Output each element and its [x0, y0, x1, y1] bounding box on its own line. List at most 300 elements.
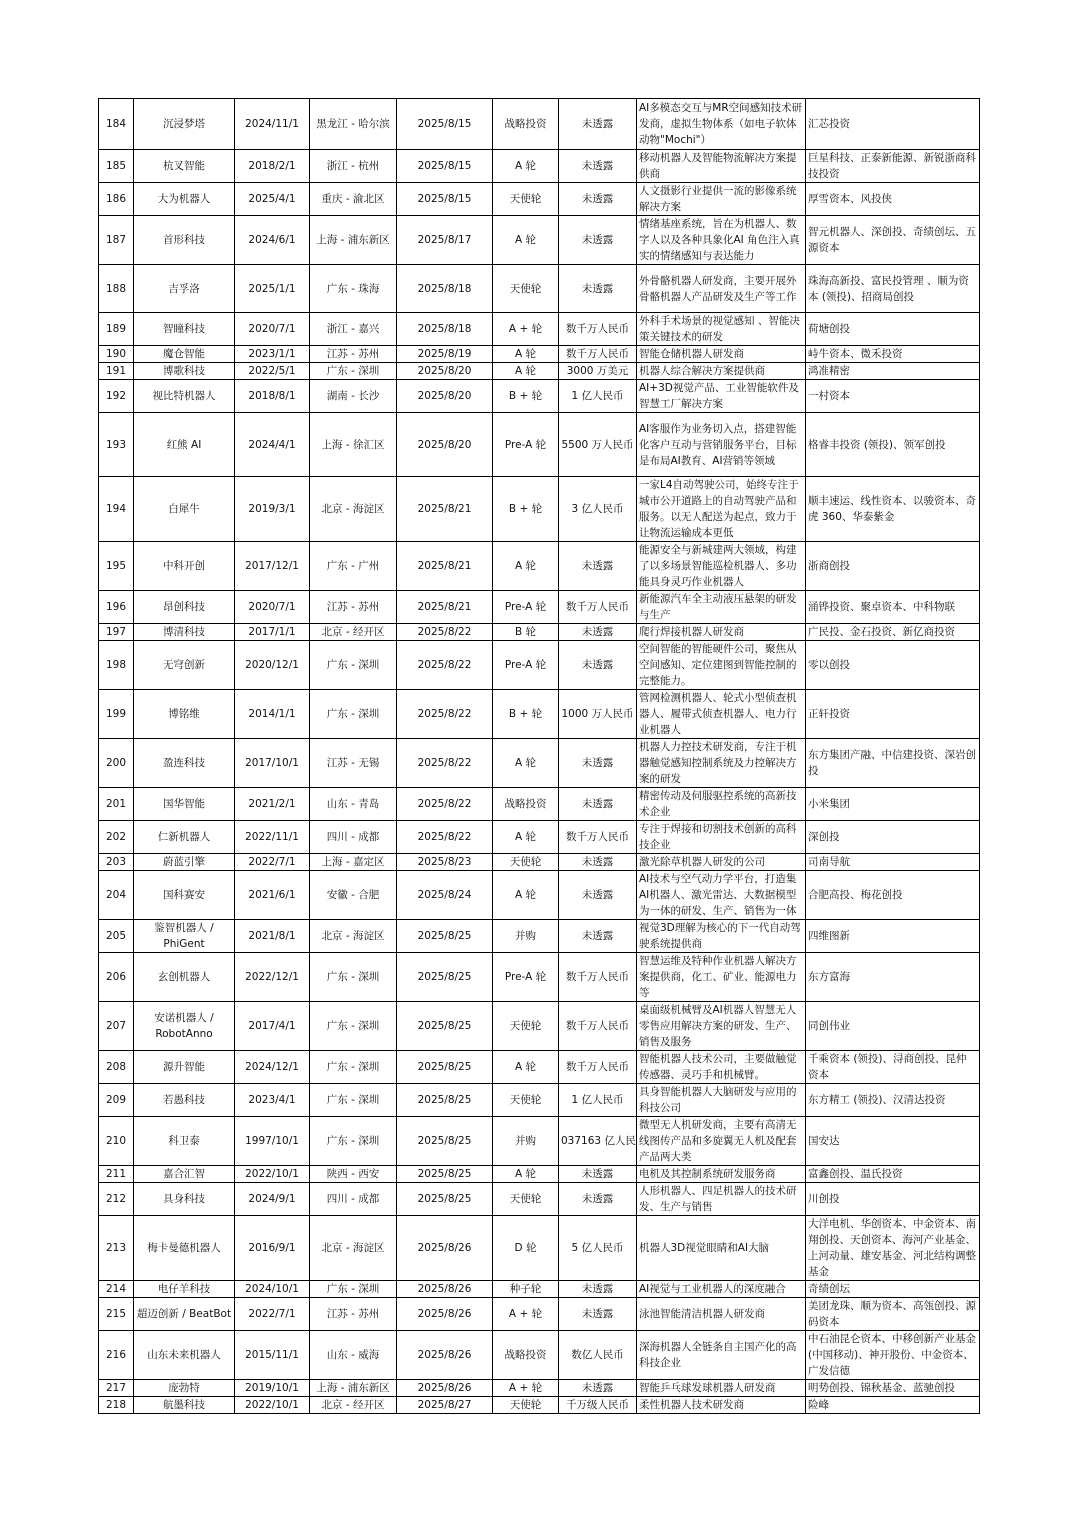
business-description: 空间智能的智能硬件公司，聚焦从空间感知、定位建图到智能控制的完整能力。: [637, 641, 806, 690]
business-description: 外骨骼机器人研发商，主要开展外骨骼机器人产品研发及生产等工作: [637, 265, 806, 313]
table-row: [99, 739, 980, 788]
company-name: 国华智能: [134, 788, 235, 821]
business-description: 精密传动及伺服驱控系统的高新技术企业: [637, 788, 806, 821]
company-name: 科卫泰: [134, 1117, 235, 1166]
investors: 智元机器人、深创投、奇绩创坛、五源资本: [806, 216, 980, 265]
founded-date: 2022/7/1: [235, 1298, 310, 1331]
table-row: [99, 99, 980, 150]
funding-amount: 未透露: [559, 99, 637, 150]
funding-round: A 轮: [493, 150, 559, 183]
row-number: 204: [99, 871, 134, 920]
business-description: AI视觉与工业机器人的深度融合: [637, 1281, 806, 1298]
business-description: 人文摄影行业提供一流的影像系统解决方案: [637, 183, 806, 216]
founded-date: 2020/7/1: [235, 313, 310, 346]
funding-round: 天使轮: [493, 1084, 559, 1117]
founded-date: 2015/11/1: [235, 1331, 310, 1380]
location: 江苏 - 无锡: [310, 739, 397, 788]
funding-round: Pre-A 轮: [493, 413, 559, 477]
table-row: [99, 1281, 980, 1298]
funding-round: A 轮: [493, 363, 559, 380]
location: 上海 - 浦东新区: [310, 1380, 397, 1397]
funding-round: 天使轮: [493, 854, 559, 871]
founded-date: 2024/4/1: [235, 413, 310, 477]
business-description: 爬行焊接机器人研发商: [637, 624, 806, 641]
funding-date: 2025/8/25: [397, 1166, 493, 1183]
funding-amount: 数千万人民币: [559, 313, 637, 346]
funding-date: 2025/8/20: [397, 363, 493, 380]
location: 广东 - 深圳: [310, 1281, 397, 1298]
funding-amount: 千万级人民币: [559, 1397, 637, 1414]
table-row: [99, 1397, 980, 1414]
funding-amount: 1 亿人民币: [559, 1084, 637, 1117]
business-description: 智能仓储机器人研发商: [637, 346, 806, 363]
table-row: [99, 871, 980, 920]
funding-date: 2025/8/26: [397, 1298, 493, 1331]
funding-date: 2025/8/17: [397, 216, 493, 265]
table-row: [99, 380, 980, 413]
funding-round: A 轮: [493, 216, 559, 265]
founded-date: 2025/4/1: [235, 183, 310, 216]
funding-amount: 5 亿人民币: [559, 1216, 637, 1281]
location: 广东 - 深圳: [310, 363, 397, 380]
company-name: 航墨科技: [134, 1397, 235, 1414]
investors: 四维图新: [806, 920, 980, 953]
funding-date: 2025/8/25: [397, 953, 493, 1002]
row-number: 200: [99, 739, 134, 788]
funding-round: A + 轮: [493, 1380, 559, 1397]
founded-date: 2014/1/1: [235, 690, 310, 739]
funding-round: A + 轮: [493, 1298, 559, 1331]
business-description: 移动机器人及智能物流解决方案提供商: [637, 150, 806, 183]
investors: 顺丰速运、线性资本、以骏资本、奇虎 360、华泰紫金: [806, 477, 980, 542]
funding-amount: 未透露: [559, 1281, 637, 1298]
investors: 千乘资本 (领投)、浔商创投、昆仲资本: [806, 1051, 980, 1084]
funding-date: 2025/8/25: [397, 920, 493, 953]
location: 广东 - 深圳: [310, 1051, 397, 1084]
investors: 厚雪资本、风投侠: [806, 183, 980, 216]
location: 上海 - 徐汇区: [310, 413, 397, 477]
row-number: 195: [99, 542, 134, 591]
funding-round: A 轮: [493, 871, 559, 920]
funding-date: 2025/8/27: [397, 1397, 493, 1414]
table-row: [99, 363, 980, 380]
company-name: 盈连科技: [134, 739, 235, 788]
investors: 涌铧投资、聚卓资本、中科物联: [806, 591, 980, 624]
location: 上海 - 嘉定区: [310, 854, 397, 871]
founded-date: 2022/11/1: [235, 821, 310, 854]
company-name: 吉孚洛: [134, 265, 235, 313]
business-description: 情绪基座系统，旨在为机器人、数字人以及各种具象化AI 角色注入真实的情绪感知与表达能力: [637, 216, 806, 265]
company-name: 鉴智机器人 / PhiGent: [134, 920, 235, 953]
funding-round: 并购: [493, 1117, 559, 1166]
investors: 司南导航: [806, 854, 980, 871]
founded-date: 2021/8/1: [235, 920, 310, 953]
funding-date: 2025/8/20: [397, 413, 493, 477]
funding-amount: 数千万人民币: [559, 1002, 637, 1051]
table-row: [99, 1117, 980, 1166]
location: 北京 - 经开区: [310, 1397, 397, 1414]
row-number: 207: [99, 1002, 134, 1051]
funding-round: Pre-A 轮: [493, 591, 559, 624]
location: 广东 - 深圳: [310, 641, 397, 690]
company-name: 沉浸梦塔: [134, 99, 235, 150]
location: 北京 - 海淀区: [310, 477, 397, 542]
funding-round: 天使轮: [493, 265, 559, 313]
funding-date: 2025/8/25: [397, 1051, 493, 1084]
funding-round: A 轮: [493, 1051, 559, 1084]
table-row: [99, 542, 980, 591]
business-description: 智慧运维及特种作业机器人解决方案提供商，化工、矿业、能源电力等: [637, 953, 806, 1002]
location: 广东 - 深圳: [310, 690, 397, 739]
founded-date: 2022/7/1: [235, 854, 310, 871]
funding-round: 天使轮: [493, 1397, 559, 1414]
table-row: [99, 1216, 980, 1281]
location: 广东 - 深圳: [310, 1084, 397, 1117]
funding-round: 天使轮: [493, 1002, 559, 1051]
funding-date: 2025/8/18: [397, 265, 493, 313]
funding-round: B + 轮: [493, 380, 559, 413]
investors: 一村资本: [806, 380, 980, 413]
business-description: 微型无人机研发商，主要有高清无线图传产品和多旋翼无人机及配套产品两大类: [637, 1117, 806, 1166]
table-row: [99, 216, 980, 265]
funding-amount: 数千万人民币: [559, 346, 637, 363]
funding-amount: 未透露: [559, 183, 637, 216]
location: 广东 - 深圳: [310, 1002, 397, 1051]
table-row: [99, 150, 980, 183]
row-number: 214: [99, 1281, 134, 1298]
funding-date: 2025/8/21: [397, 542, 493, 591]
company-name: 梅卡曼德机器人: [134, 1216, 235, 1281]
funding-amount: 未透露: [559, 854, 637, 871]
company-name: 杭叉智能: [134, 150, 235, 183]
row-number: 192: [99, 380, 134, 413]
company-name: 蔚蓝引擎: [134, 854, 235, 871]
funding-round: A 轮: [493, 821, 559, 854]
business-description: 一家L4自动驾驶公司，始终专注于城市公开道路上的自动驾驶产品和服务。以无人配送为起点，致力于让物流运输成本更低: [637, 477, 806, 542]
table-row: [99, 1166, 980, 1183]
table-row: [99, 1380, 980, 1397]
row-number: 197: [99, 624, 134, 641]
founded-date: 2016/9/1: [235, 1216, 310, 1281]
company-name: 安诺机器人 / RobotAnno: [134, 1002, 235, 1051]
location: 重庆 - 渝北区: [310, 183, 397, 216]
company-name: 仁新机器人: [134, 821, 235, 854]
company-name: 大为机器人: [134, 183, 235, 216]
investors: 同创伟业: [806, 1002, 980, 1051]
founded-date: 2022/12/1: [235, 953, 310, 1002]
founded-date: 2025/1/1: [235, 265, 310, 313]
table-row: [99, 1331, 980, 1380]
funding-amount: 1 亿人民币: [559, 380, 637, 413]
row-number: 199: [99, 690, 134, 739]
funding-date: 2025/8/25: [397, 1117, 493, 1166]
funding-round: Pre-A 轮: [493, 641, 559, 690]
row-number: 188: [99, 265, 134, 313]
funding-amount: 数千万人民币: [559, 1051, 637, 1084]
founded-date: 2017/4/1: [235, 1002, 310, 1051]
investors: 奇绩创坛: [806, 1281, 980, 1298]
funding-date: 2025/8/18: [397, 313, 493, 346]
funding-round: 天使轮: [493, 1183, 559, 1216]
table-row: [99, 1002, 980, 1051]
company-name: 具身科技: [134, 1183, 235, 1216]
funding-date: 2025/8/22: [397, 739, 493, 788]
funding-date: 2025/8/26: [397, 1331, 493, 1380]
row-number: 217: [99, 1380, 134, 1397]
funding-round: B + 轮: [493, 690, 559, 739]
funding-amount: 未透露: [559, 216, 637, 265]
table-row: [99, 183, 980, 216]
founded-date: 2017/10/1: [235, 739, 310, 788]
table-row: [99, 854, 980, 871]
company-name: 视比特机器人: [134, 380, 235, 413]
table-row: [99, 413, 980, 477]
location: 浙江 - 嘉兴: [310, 313, 397, 346]
business-description: 视觉3D理解为核心的下一代自动驾驶系统提供商: [637, 920, 806, 953]
funding-date: 2025/8/26: [397, 1216, 493, 1281]
investors: 险峰: [806, 1397, 980, 1414]
funding-date: 2025/8/22: [397, 788, 493, 821]
row-number: 206: [99, 953, 134, 1002]
funding-amount: 未透露: [559, 542, 637, 591]
investors: 合肥高投、梅花创投: [806, 871, 980, 920]
funding-amount: 数千万人民币: [559, 591, 637, 624]
location: 四川 - 成都: [310, 821, 397, 854]
funding-round: 天使轮: [493, 183, 559, 216]
funding-date: 2025/8/15: [397, 99, 493, 150]
company-name: 白犀牛: [134, 477, 235, 542]
funding-round: A 轮: [493, 542, 559, 591]
funding-amount: 未透露: [559, 1380, 637, 1397]
row-number: 194: [99, 477, 134, 542]
funding-date: 2025/8/21: [397, 477, 493, 542]
founded-date: 2023/1/1: [235, 346, 310, 363]
row-number: 193: [99, 413, 134, 477]
founded-date: 2024/10/1: [235, 1281, 310, 1298]
funding-amount: 未透露: [559, 1183, 637, 1216]
location: 广东 - 深圳: [310, 953, 397, 1002]
business-description: 深海机器人全链条自主国产化的高科技企业: [637, 1331, 806, 1380]
company-name: 嘉合汇智: [134, 1166, 235, 1183]
company-name: 山东未来机器人: [134, 1331, 235, 1380]
funding-round: A + 轮: [493, 313, 559, 346]
investors: 明势创投、锦秋基金、蓝驰创投: [806, 1380, 980, 1397]
business-description: 人形机器人、四足机器人的技术研发、生产与销售: [637, 1183, 806, 1216]
row-number: 210: [99, 1117, 134, 1166]
investors: 美团龙珠、顺为资本、高瓴创投、源码资本: [806, 1298, 980, 1331]
business-description: AI技术与空气动力学平台，打造集AI机器人、激光雷达、大数据模型为一体的研发、生产、销售为一体: [637, 871, 806, 920]
funding-date: 2025/8/22: [397, 690, 493, 739]
location: 广东 - 深圳: [310, 1117, 397, 1166]
table-row: [99, 1051, 980, 1084]
business-description: AI多模态交互与MR空间感知技术研发商，虚拟生物体系（如电子软体动物"Mochi"）: [637, 99, 806, 150]
founded-date: 1997/10/1: [235, 1117, 310, 1166]
table-row: [99, 690, 980, 739]
location: 陕西 - 西安: [310, 1166, 397, 1183]
investors: 国安达: [806, 1117, 980, 1166]
funding-amount: 未透露: [559, 265, 637, 313]
business-description: 智能乒乓球发球机器人研发商: [637, 1380, 806, 1397]
investors: 鸿准精密: [806, 363, 980, 380]
funding-amount: 037163 亿人民: [559, 1117, 637, 1166]
row-number: 211: [99, 1166, 134, 1183]
investors: 富鑫创投、温氏投资: [806, 1166, 980, 1183]
business-description: AI+3D视觉产品、工业智能软件及智慧工厂解决方案: [637, 380, 806, 413]
table-row: [99, 591, 980, 624]
table-row: [99, 821, 980, 854]
funding-date: 2025/8/22: [397, 821, 493, 854]
company-name: 智瞳科技: [134, 313, 235, 346]
location: 湖南 - 长沙: [310, 380, 397, 413]
founded-date: 2023/4/1: [235, 1084, 310, 1117]
funding-round: D 轮: [493, 1216, 559, 1281]
founded-date: 2021/2/1: [235, 788, 310, 821]
location: 浙江 - 杭州: [310, 150, 397, 183]
company-name: 国科赛安: [134, 871, 235, 920]
funding-amount: 未透露: [559, 1166, 637, 1183]
investors: 巨星科技、正泰新能源、新锐浙商科技投资: [806, 150, 980, 183]
table-row: [99, 346, 980, 363]
funding-date: 2025/8/25: [397, 1002, 493, 1051]
funding-amount: 1000 万人民币: [559, 690, 637, 739]
funding-amount: 未透露: [559, 641, 637, 690]
investors: 汇芯投资: [806, 99, 980, 150]
company-name: 博清科技: [134, 624, 235, 641]
founded-date: 2024/11/1: [235, 99, 310, 150]
company-name: 红熊 AI: [134, 413, 235, 477]
row-number: 215: [99, 1298, 134, 1331]
funding-date: 2025/8/25: [397, 1183, 493, 1216]
location: 江苏 - 苏州: [310, 591, 397, 624]
business-description: 外科手术场景的视觉感知 、智能决策关键技术的研发: [637, 313, 806, 346]
investors: 峙牛资本、微禾投资: [806, 346, 980, 363]
funding-amount: 未透露: [559, 1298, 637, 1331]
funding-date: 2025/8/26: [397, 1281, 493, 1298]
row-number: 198: [99, 641, 134, 690]
funding-amount: 数亿人民币: [559, 1331, 637, 1380]
business-description: 新能源汽车全主动液压悬架的研发与生产: [637, 591, 806, 624]
investors: 荷塘创投: [806, 313, 980, 346]
location: 广东 - 广州: [310, 542, 397, 591]
funding-amount: 5500 万人民币: [559, 413, 637, 477]
investors: 浙商创投: [806, 542, 980, 591]
funding-round: 战略投资: [493, 788, 559, 821]
table-row: [99, 1084, 980, 1117]
row-number: 209: [99, 1084, 134, 1117]
business-description: 激光除草机器人研发的公司: [637, 854, 806, 871]
company-name: 若愚科技: [134, 1084, 235, 1117]
funding-date: 2025/8/20: [397, 380, 493, 413]
business-description: AI客服作为业务切入点，搭建智能化客户互动与营销服务平台，目标是布局AI教育、AI营销等领域: [637, 413, 806, 477]
company-name: 庞勃特: [134, 1380, 235, 1397]
funding-round: A 轮: [493, 346, 559, 363]
business-description: 智能机器人技术公司，主要做触觉传感器、灵巧手和机械臂。: [637, 1051, 806, 1084]
founded-date: 2024/9/1: [235, 1183, 310, 1216]
business-description: 具身智能机器人大脑研发与应用的科技公司: [637, 1084, 806, 1117]
funding-round: 种子轮: [493, 1281, 559, 1298]
founded-date: 2019/10/1: [235, 1380, 310, 1397]
business-description: 机器人3D视觉眼睛和AI大脑: [637, 1216, 806, 1281]
funding-amount: 3000 万美元: [559, 363, 637, 380]
funding-date: 2025/8/15: [397, 150, 493, 183]
founded-date: 2022/10/1: [235, 1166, 310, 1183]
row-number: 187: [99, 216, 134, 265]
location: 广东 - 珠海: [310, 265, 397, 313]
business-description: 机器人力控技术研发商，专注于机器触觉感知控制系统及力控解决方案的研发: [637, 739, 806, 788]
company-name: 电仔羊科技: [134, 1281, 235, 1298]
investors: 川创投: [806, 1183, 980, 1216]
business-description: 专注于焊接和切割技术创新的高科技企业: [637, 821, 806, 854]
funding-amount: 未透露: [559, 150, 637, 183]
investors: 正轩投资: [806, 690, 980, 739]
location: 山东 - 青岛: [310, 788, 397, 821]
funding-amount: 未透露: [559, 788, 637, 821]
business-description: 桌面级机械臂及AI机器人智慧无人零售应用解决方案的研发、生产、销售及服务: [637, 1002, 806, 1051]
row-number: 189: [99, 313, 134, 346]
founded-date: 2021/6/1: [235, 871, 310, 920]
investors: 东方集团产融、中信建投资、深岩创投: [806, 739, 980, 788]
location: 北京 - 海淀区: [310, 1216, 397, 1281]
row-number: 218: [99, 1397, 134, 1414]
funding-amount: 未透露: [559, 871, 637, 920]
funding-date: 2025/8/25: [397, 1084, 493, 1117]
location: 上海 - 浦东新区: [310, 216, 397, 265]
business-description: 机器人综合解决方案提供商: [637, 363, 806, 380]
funding-date: 2025/8/15: [397, 183, 493, 216]
company-name: 魔仓智能: [134, 346, 235, 363]
row-number: 208: [99, 1051, 134, 1084]
row-number: 202: [99, 821, 134, 854]
founded-date: 2020/12/1: [235, 641, 310, 690]
funding-date: 2025/8/22: [397, 624, 493, 641]
row-number: 184: [99, 99, 134, 150]
location: 江苏 - 苏州: [310, 346, 397, 363]
table-row: [99, 641, 980, 690]
funding-round: B + 轮: [493, 477, 559, 542]
row-number: 213: [99, 1216, 134, 1281]
founded-date: 2024/12/1: [235, 1051, 310, 1084]
location: 黑龙江 - 哈尔滨: [310, 99, 397, 150]
founded-date: 2022/5/1: [235, 363, 310, 380]
location: 山东 - 威海: [310, 1331, 397, 1380]
funding-amount: 数千万人民币: [559, 953, 637, 1002]
founded-date: 2017/1/1: [235, 624, 310, 641]
funding-amount: 3 亿人民币: [559, 477, 637, 542]
funding-amount: 未透露: [559, 739, 637, 788]
location: 安徽 - 合肥: [310, 871, 397, 920]
business-description: 能源安全与新城建两大领域，构建了以多场景智能巡检机器人、多功能具身灵巧作业机器人: [637, 542, 806, 591]
investors: 大洋电机、华创资本、中金资本、南翔创投、天创资本、海河产业基金、上河动量、雄安基金、河北结构调整基金: [806, 1216, 980, 1281]
table-row: [99, 1183, 980, 1216]
company-name: 玄创机器人: [134, 953, 235, 1002]
business-description: 柔性机器人技术研发商: [637, 1397, 806, 1414]
founded-date: 2019/3/1: [235, 477, 310, 542]
founded-date: 2024/6/1: [235, 216, 310, 265]
funding-round: B 轮: [493, 624, 559, 641]
location: 江苏 - 苏州: [310, 1298, 397, 1331]
company-name: 无穹创新: [134, 641, 235, 690]
funding-amount: 未透露: [559, 920, 637, 953]
company-name: 首形科技: [134, 216, 235, 265]
funding-date: 2025/8/23: [397, 854, 493, 871]
investors: 小米集团: [806, 788, 980, 821]
funding-round: 并购: [493, 920, 559, 953]
funding-amount: 未透露: [559, 624, 637, 641]
funding-date: 2025/8/21: [397, 591, 493, 624]
business-description: 电机及其控制系统研发服务商: [637, 1166, 806, 1183]
founded-date: 2022/10/1: [235, 1397, 310, 1414]
funding-round: 战略投资: [493, 1331, 559, 1380]
